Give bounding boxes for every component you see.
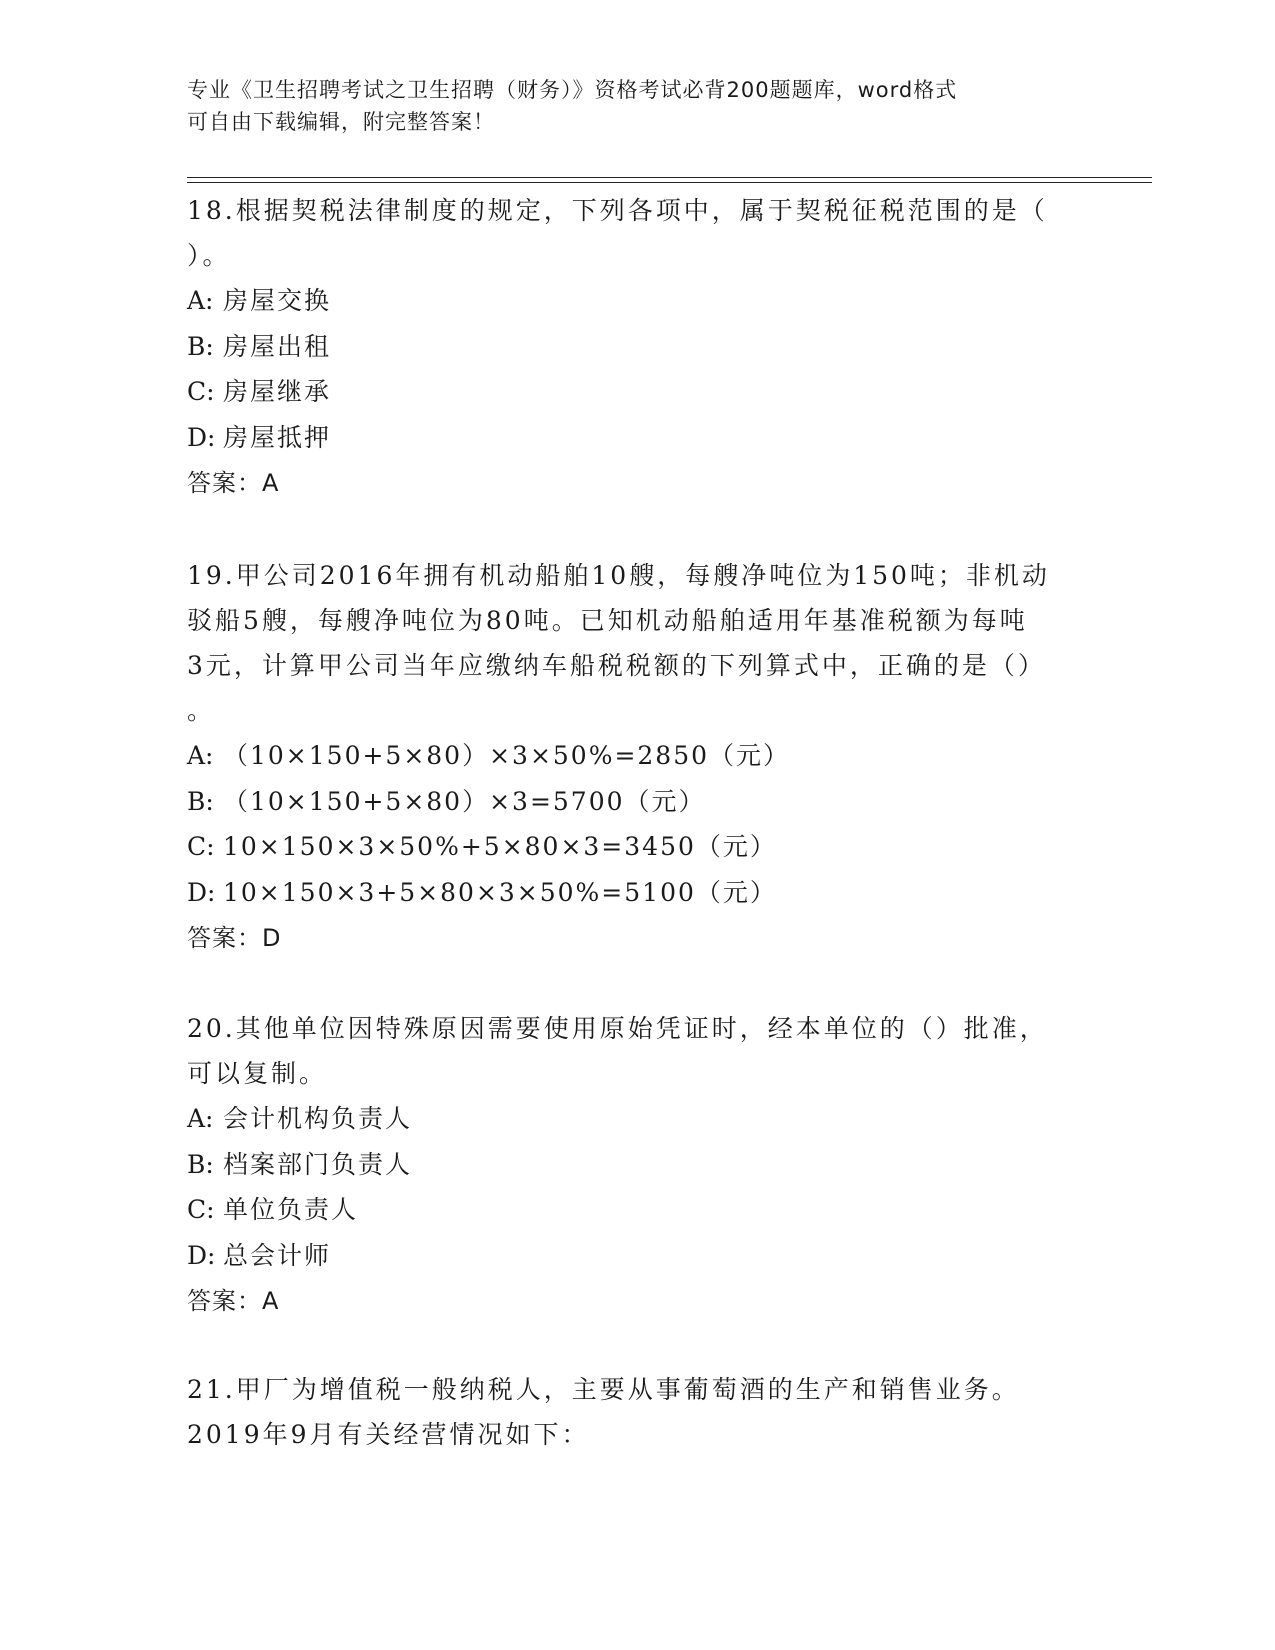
header-line-2: 可自由下载编辑，附完整答案！ bbox=[187, 110, 495, 134]
header-divider-top bbox=[187, 177, 1152, 178]
option-text: 单位负责人 bbox=[223, 1195, 359, 1224]
question-stem-line: 驳船5艘，每艘净吨位为80吨。已知机动船舶适用年基准税额为每吨 bbox=[187, 606, 1028, 635]
option-letter: A: bbox=[187, 286, 214, 315]
option-d bbox=[187, 1233, 1087, 1279]
question-stem-line: ）。 bbox=[187, 241, 231, 270]
option-letter: D: bbox=[187, 422, 216, 452]
option-a bbox=[187, 278, 1087, 324]
answer: 答案：D bbox=[187, 924, 282, 952]
option-letter: B: bbox=[187, 786, 214, 816]
option-text: （10×150+5×80）×3×50%=2850（元） bbox=[223, 741, 791, 770]
header-line-1: 专业《卫生招聘考试之卫生招聘（财务）》资格考试必背200题题库，word格式 bbox=[187, 78, 958, 102]
question-stem-line: 18.根据契税法律制度的规定，下列各项中，属于契税征税范围的是（ bbox=[187, 196, 1048, 225]
option-text: 房屋抵押 bbox=[223, 422, 332, 452]
question-stem-line: 21.甲厂为增值税一般纳税人，主要从事葡萄酒的生产和销售业务。 bbox=[187, 1375, 1020, 1404]
question-stem-line: 。 bbox=[187, 696, 216, 725]
question-stem-line: 2019年9月有关经营情况如下： bbox=[187, 1420, 590, 1449]
option-c bbox=[187, 369, 1087, 415]
answer: 答案：A bbox=[187, 1287, 280, 1315]
option-text: 10×150×3×50%+5×80×3=3450（元） bbox=[223, 832, 777, 861]
document-header bbox=[187, 74, 1067, 138]
option-text: 房屋继承 bbox=[223, 377, 332, 406]
option-text: （10×150+5×80）×3=5700（元） bbox=[223, 786, 706, 816]
option-d bbox=[187, 870, 1087, 916]
question-18 bbox=[187, 188, 1087, 506]
option-letter: D: bbox=[187, 1240, 216, 1270]
question-stem-line: 3元，计算甲公司当年应缴纳车船税税额的下列算式中，正确的是（） bbox=[187, 651, 1046, 680]
option-letter: C: bbox=[187, 832, 215, 861]
option-text: 房屋出租 bbox=[223, 331, 332, 361]
option-b bbox=[187, 324, 1087, 370]
question-21 bbox=[187, 1367, 1087, 1457]
option-letter: C: bbox=[187, 1195, 215, 1224]
option-letter: C: bbox=[187, 377, 215, 406]
option-letter: A: bbox=[187, 1104, 214, 1133]
question-stem-line: 19.甲公司2016年拥有机动船舶10艘，每艘净吨位为150吨；非机动 bbox=[187, 561, 1050, 590]
option-letter: B: bbox=[187, 331, 214, 361]
option-c bbox=[187, 1187, 1087, 1233]
question-20 bbox=[187, 1006, 1087, 1324]
option-d bbox=[187, 415, 1087, 461]
option-b bbox=[187, 779, 1087, 825]
option-a bbox=[187, 733, 1087, 779]
option-text: 10×150×3+5×80×3×50%=5100（元） bbox=[223, 877, 777, 907]
question-19 bbox=[187, 553, 1087, 961]
option-text: 房屋交换 bbox=[223, 286, 332, 315]
answer: 答案：A bbox=[187, 469, 280, 497]
option-text: 档案部门负责人 bbox=[223, 1149, 413, 1179]
option-text: 会计机构负责人 bbox=[223, 1104, 413, 1133]
option-letter: A: bbox=[187, 741, 214, 770]
header-divider-bottom bbox=[187, 182, 1152, 183]
option-a bbox=[187, 1096, 1087, 1142]
question-stem-line: 可以复制。 bbox=[187, 1059, 328, 1088]
option-letter: B: bbox=[187, 1149, 214, 1179]
option-text: 总会计师 bbox=[223, 1240, 332, 1270]
option-letter: D: bbox=[187, 877, 216, 907]
option-b bbox=[187, 1142, 1087, 1188]
question-stem-line: 20.其他单位因特殊原因需要使用原始凭证时，经本单位的（）批准， bbox=[187, 1014, 1048, 1043]
option-c bbox=[187, 824, 1087, 870]
